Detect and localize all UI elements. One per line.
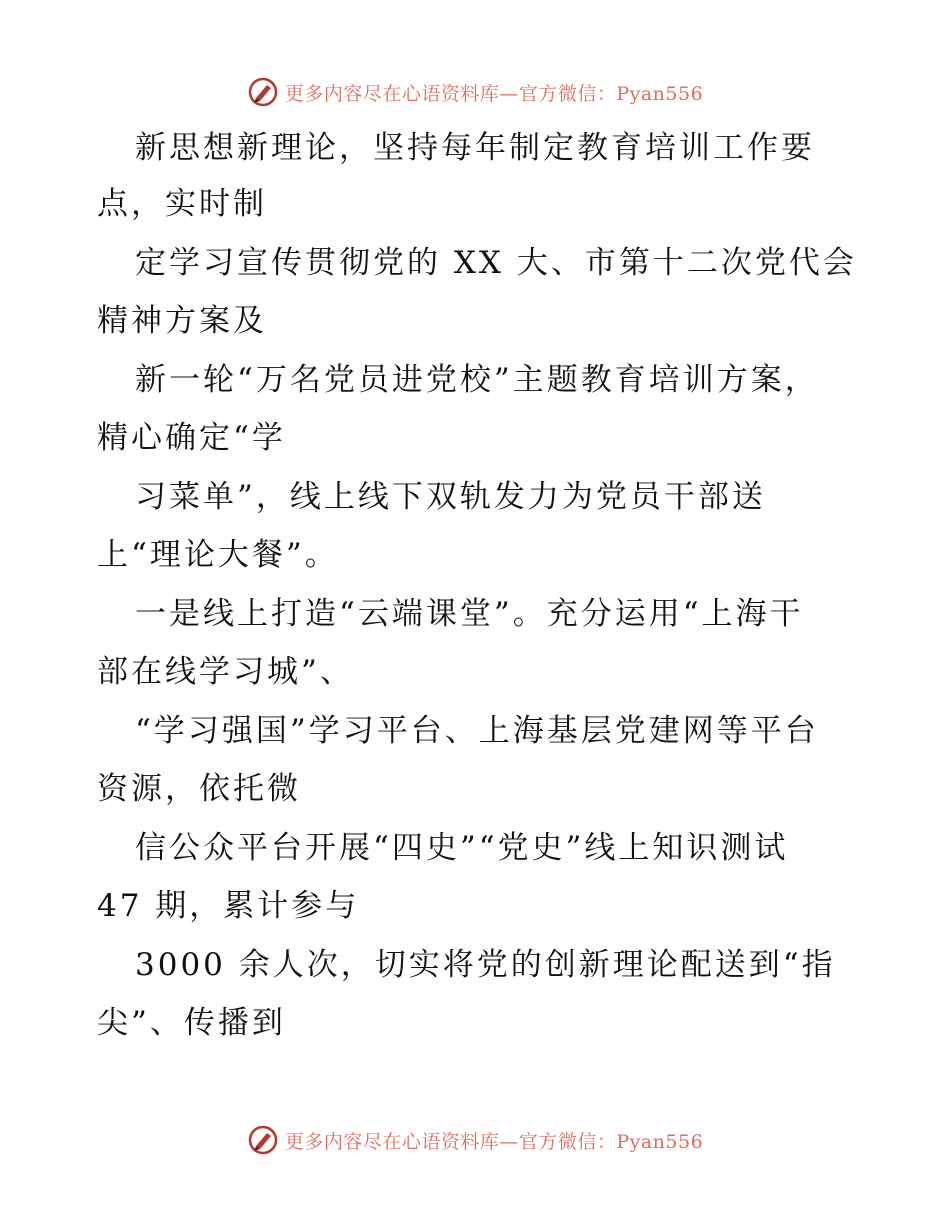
text-line: 精神方案及 — [97, 303, 267, 339]
text-line: 资源，依托微 — [97, 771, 301, 807]
text-line: 点，实时制 — [97, 186, 267, 222]
text-line: 尖”、传播到 — [97, 1005, 286, 1041]
text-line: 上“理论大餐”。 — [97, 537, 339, 573]
watermark-text: 更多内容尽在心语资料库—官方微信：Pyan556 — [284, 82, 704, 105]
text-line: 新思想新理论，坚持每年制定教育培训工作要 — [135, 130, 815, 166]
pen-logo-icon — [247, 76, 279, 108]
text-line: 定学习宣传贯彻党的 XX 大、市第十二次党代会 — [135, 245, 857, 281]
text-line: 习菜单”，线上线下双轨发力为党员干部送 — [135, 479, 766, 515]
text-line: 3000 余人次，切实将党的创新理论配送到“指 — [135, 947, 836, 983]
header-watermark — [0, 72, 950, 112]
text-line: “学习强国”学习平台、上海基层党建网等平台 — [135, 713, 819, 749]
text-line: 部在线学习城”、 — [97, 654, 354, 690]
text-line: 新一轮“万名党员进党校”主题教育培训方案， — [135, 362, 819, 398]
footer-watermark — [0, 1120, 950, 1160]
pen-logo-icon — [247, 1124, 279, 1156]
text-line: 信公众平台开展“四史”“党史”线上知识测试 — [135, 830, 789, 866]
text-line: 一是线上打造“云端课堂”。充分运用“上海干 — [135, 596, 804, 632]
text-line: 精心确定“学 — [97, 420, 286, 456]
text-line: 47 期，累计参与 — [97, 888, 360, 924]
watermark-text: 更多内容尽在心语资料库—官方微信：Pyan556 — [284, 1130, 704, 1153]
